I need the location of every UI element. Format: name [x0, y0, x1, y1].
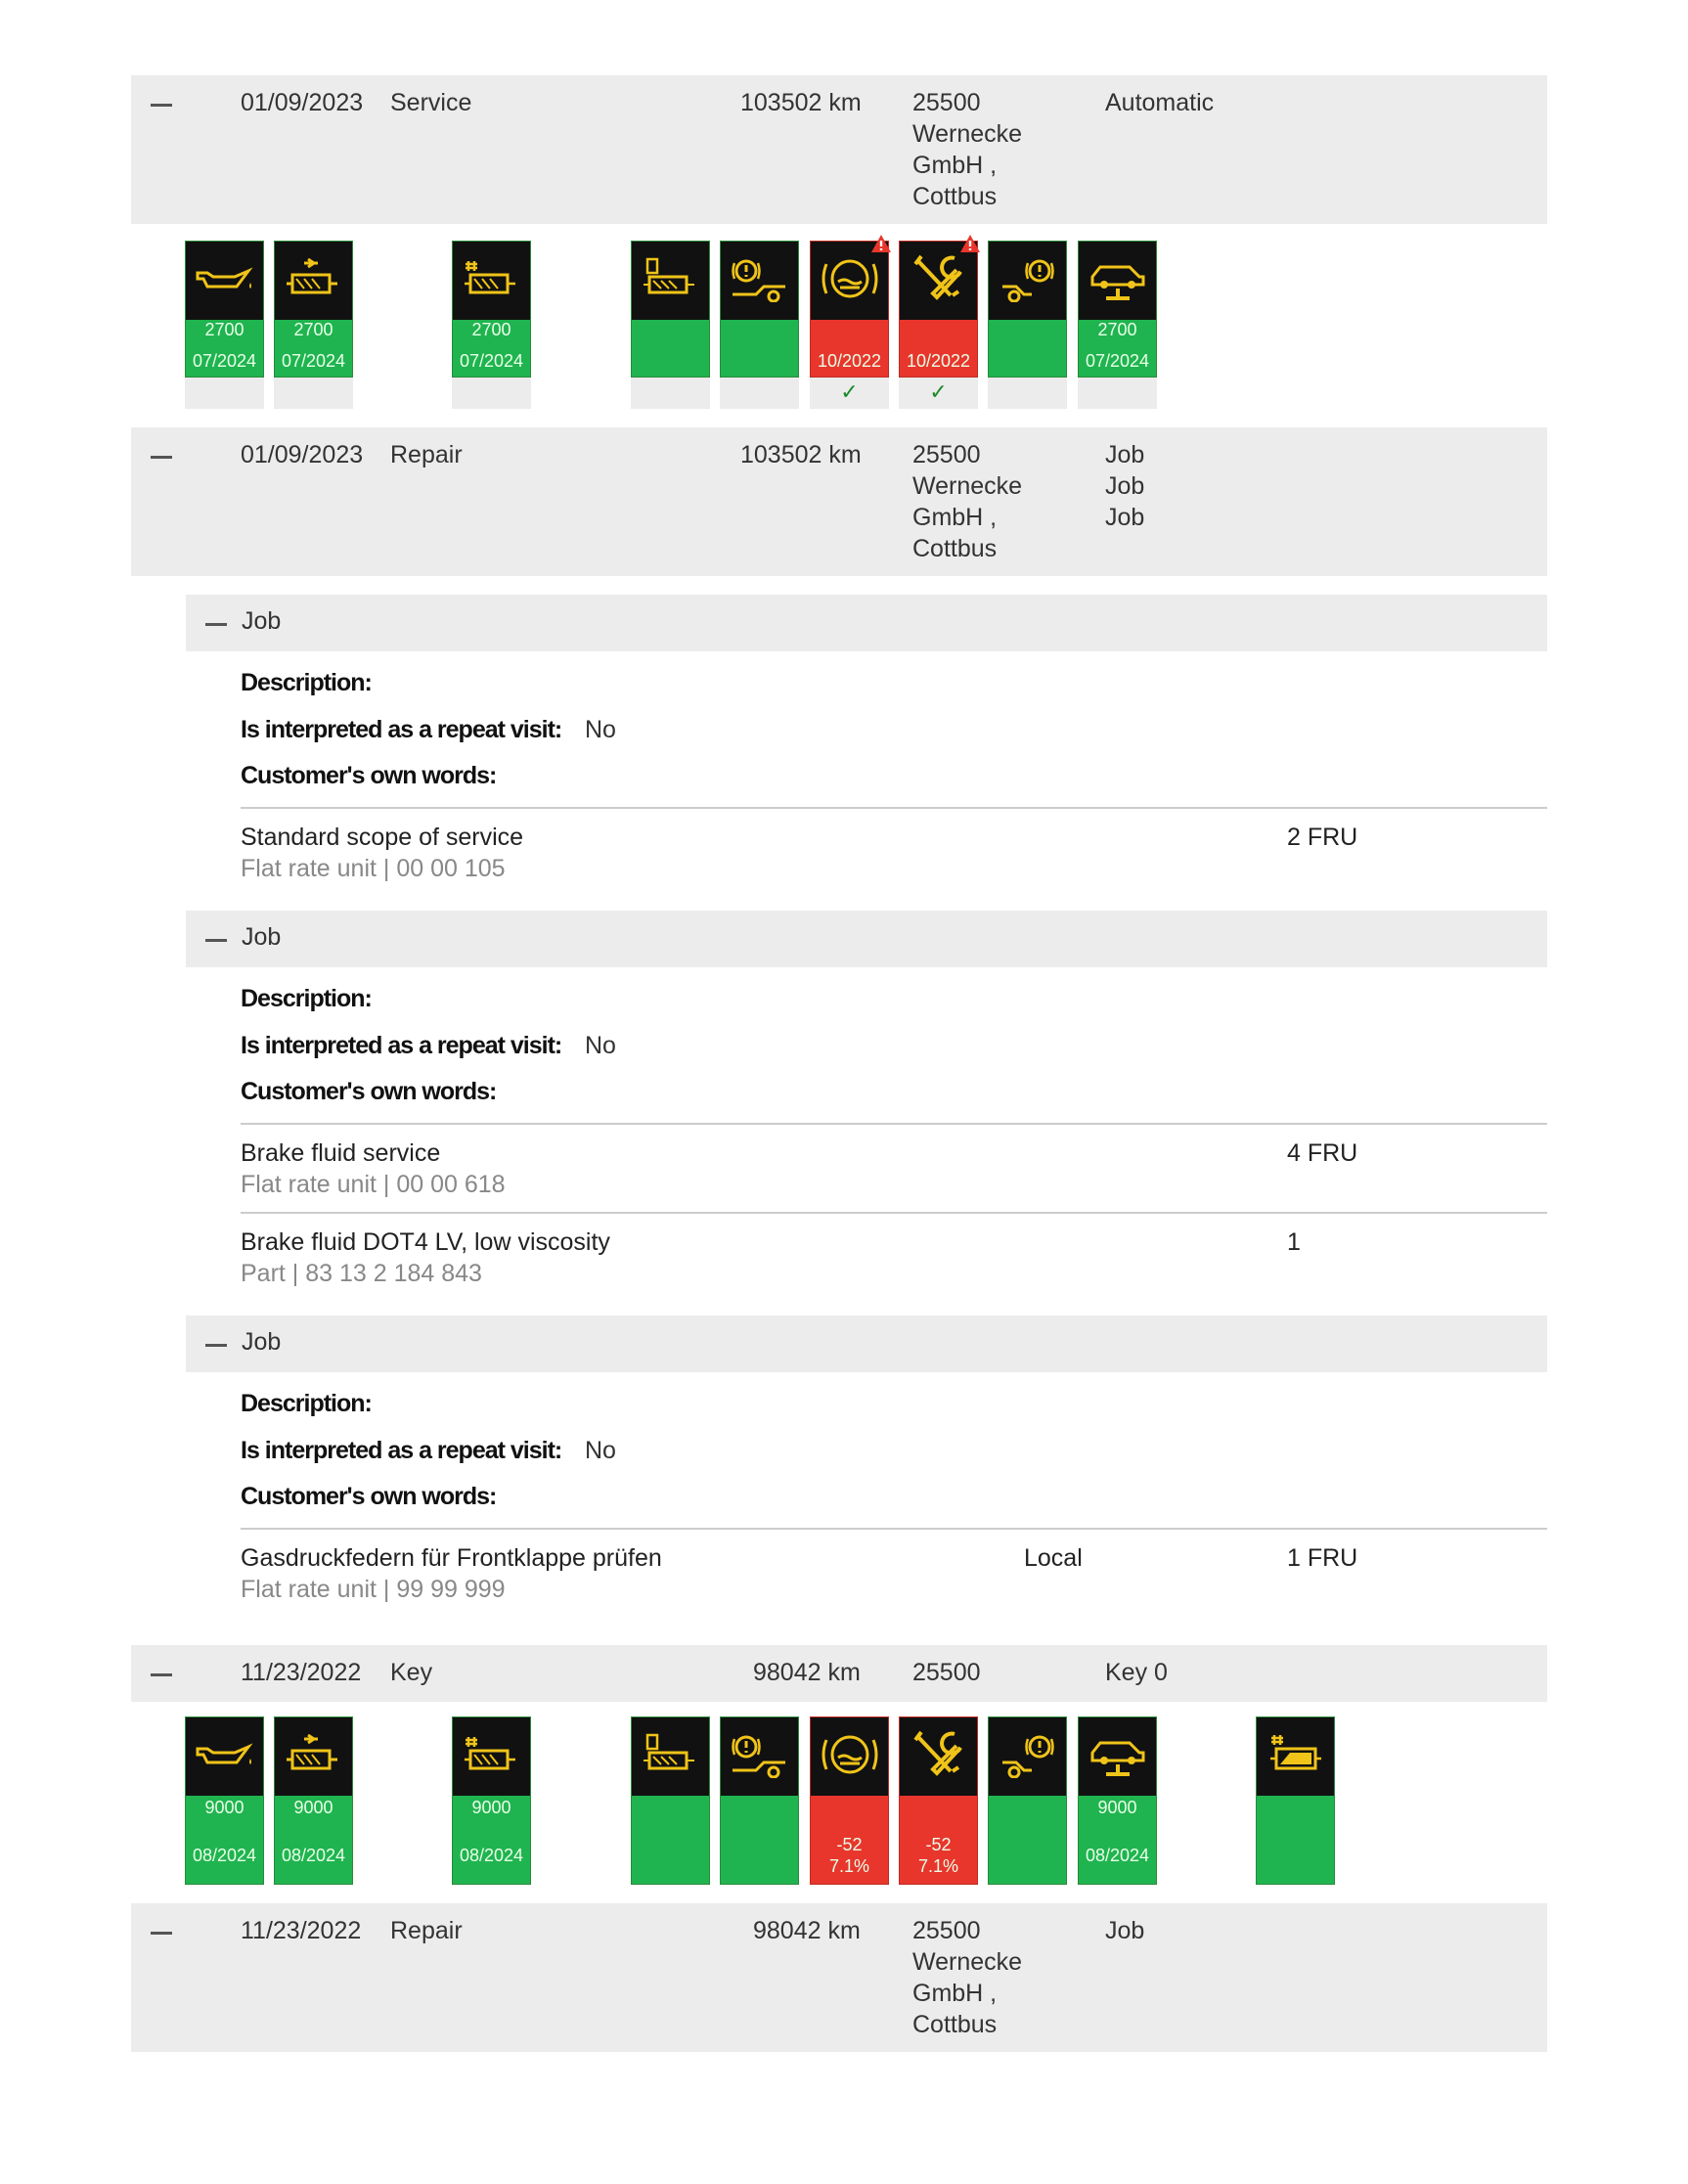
job-item-code: Part | 83 13 2 184 843	[241, 1260, 482, 1287]
divider	[241, 1528, 1547, 1530]
record-extra: Automatic	[1105, 89, 1215, 116]
job-item-qty: 1	[1287, 1228, 1301, 1256]
tile-date: 07/2024	[459, 351, 524, 371]
job-header[interactable]	[186, 595, 1547, 651]
service-tile-fuel-filter	[631, 241, 710, 378]
tile-mileage: 9000	[1097, 1798, 1137, 1817]
record-row[interactable]	[131, 1903, 1547, 2052]
repeat-visit-value: No	[585, 1437, 616, 1464]
rear-brake-icon	[997, 1731, 1059, 1783]
job-item-code: Flat rate unit | 00 00 105	[241, 855, 506, 882]
tile-footer	[1078, 378, 1157, 409]
diesel-filter-icon	[461, 1733, 523, 1781]
divider	[241, 807, 1547, 809]
service-tile-vehicle-check	[899, 1716, 978, 1885]
record-dealer: 25500	[912, 1659, 981, 1686]
tile-footer	[274, 378, 353, 409]
customer-words-label: Customer's own words:	[241, 1078, 497, 1105]
record-row[interactable]	[131, 1645, 1547, 1702]
engine-oil-icon	[194, 1735, 256, 1779]
tile-date: 08/2024	[281, 1846, 346, 1865]
tile-footer	[720, 378, 799, 409]
job-item-qty: 4 FRU	[1287, 1139, 1358, 1167]
brake-fluid-icon	[819, 1728, 881, 1786]
record-km: 98042 km	[753, 1659, 861, 1686]
job-header[interactable]	[186, 1315, 1547, 1372]
service-tile-battery-filter	[1256, 1716, 1335, 1885]
job-item-qty: 2 FRU	[1287, 824, 1358, 851]
job-item-code: Flat rate unit | 99 99 999	[241, 1576, 506, 1603]
fuel-filter-icon	[640, 1733, 702, 1781]
vehicle-lift-icon	[1087, 1731, 1149, 1783]
repeat-visit-label: Is interpreted as a repeat visit:	[241, 1437, 562, 1464]
job-header[interactable]	[186, 911, 1547, 967]
vehicle-check-icon	[908, 252, 970, 310]
tile-footer	[988, 378, 1067, 409]
tile-date: 08/2024	[192, 1846, 257, 1865]
tile-footer	[631, 378, 710, 409]
service-tile-diesel-filter	[452, 1716, 531, 1885]
record-date: 11/23/2022	[241, 1659, 362, 1686]
tile-mileage: 2700	[204, 320, 244, 339]
job-label: Job	[242, 923, 282, 951]
tile-footer	[185, 378, 264, 409]
service-tile-vehicle-lift	[1078, 241, 1157, 378]
tile-mileage: 9000	[471, 1798, 511, 1817]
tile-mileage: 2700	[1097, 320, 1137, 339]
check-icon: ✓	[929, 379, 948, 404]
front-brake-icon	[729, 255, 791, 307]
tile-mileage: 9000	[293, 1798, 333, 1817]
job-item-location: Local	[1024, 1544, 1083, 1572]
tile-footer	[452, 378, 531, 409]
customer-words-label: Customer's own words:	[241, 1483, 497, 1510]
tile-date: 08/2024	[1085, 1846, 1150, 1865]
service-tile-brake-fluid	[810, 241, 889, 404]
collapse-icon[interactable]	[151, 104, 172, 107]
vehicle-check-icon	[908, 1728, 970, 1786]
service-tile-brake-fluid	[810, 1716, 889, 1885]
collapse-icon[interactable]	[205, 623, 227, 626]
record-row[interactable]	[131, 427, 1547, 576]
job-item-name: Brake fluid service	[241, 1139, 441, 1167]
record-km: 103502 km	[740, 441, 862, 468]
tile-mileage: 2700	[471, 320, 511, 339]
job-item-name: Standard scope of service	[241, 824, 524, 851]
record-dealer: 25500 Wernecke GmbH , Cottbus	[912, 1917, 1023, 2038]
tile-date: 07/2024	[1085, 351, 1150, 371]
collapse-icon[interactable]	[151, 456, 172, 459]
engine-oil-icon	[194, 259, 256, 303]
record-type: Repair	[390, 1917, 463, 1944]
tile-mileage: 2700	[293, 320, 333, 339]
service-tile-diesel-filter	[452, 241, 531, 378]
service-tile-particle-filter	[274, 241, 353, 378]
service-tile-front-brake	[720, 241, 799, 378]
service-tile-engine-oil	[185, 1716, 264, 1885]
tile-percent: 7.1%	[828, 1856, 870, 1876]
job-item-name: Gasdruckfedern für Frontklappe prüfen	[241, 1544, 662, 1572]
service-tile-rear-brake	[988, 1716, 1067, 1885]
rear-brake-icon	[997, 255, 1059, 307]
tile-date: 10/2022	[817, 351, 882, 371]
tile-date: 08/2024	[459, 1846, 524, 1865]
description-label: Description:	[241, 985, 372, 1012]
record-km: 98042 km	[753, 1917, 861, 1944]
tile-percent: 7.1%	[917, 1856, 959, 1876]
tile-date: 07/2024	[281, 351, 346, 371]
service-tile-rear-brake	[988, 241, 1067, 378]
divider	[241, 1123, 1547, 1125]
tile-date: -52	[925, 1835, 952, 1854]
customer-words-label: Customer's own words:	[241, 762, 497, 789]
record-km: 103502 km	[740, 89, 862, 116]
service-tile-fuel-filter	[631, 1716, 710, 1885]
job-label: Job	[242, 1328, 282, 1356]
repeat-visit-value: No	[585, 716, 616, 743]
battery-filter-icon	[1265, 1733, 1327, 1781]
divider	[241, 1212, 1547, 1214]
collapse-icon[interactable]	[151, 1673, 172, 1676]
particle-filter-icon	[283, 257, 345, 305]
record-date: 01/09/2023	[241, 441, 364, 468]
record-type: Service	[390, 89, 472, 116]
front-brake-icon	[729, 1731, 791, 1783]
service-tile-vehicle-lift	[1078, 1716, 1157, 1885]
job-item-qty: 1 FRU	[1287, 1544, 1358, 1572]
service-tile-particle-filter	[274, 1716, 353, 1885]
tile-date: -52	[836, 1835, 863, 1854]
repeat-visit-value: No	[585, 1032, 616, 1059]
description-label: Description:	[241, 669, 372, 696]
description-label: Description:	[241, 1390, 372, 1417]
tile-date: 10/2022	[906, 351, 971, 371]
record-type: Key	[390, 1659, 433, 1686]
record-extra: Job Job Job	[1105, 441, 1145, 531]
diesel-filter-icon	[461, 257, 523, 305]
vehicle-lift-icon	[1087, 255, 1149, 307]
record-row[interactable]	[131, 75, 1547, 224]
service-tile-front-brake	[720, 1716, 799, 1885]
record-dealer: 25500 Wernecke GmbH , Cottbus	[912, 89, 1023, 210]
record-date: 01/09/2023	[241, 89, 364, 116]
brake-fluid-icon	[819, 252, 881, 310]
tile-date: 07/2024	[192, 351, 257, 371]
job-item-name: Brake fluid DOT4 LV, low viscosity	[241, 1228, 610, 1256]
service-tile-vehicle-check	[899, 241, 978, 404]
repeat-visit-label: Is interpreted as a repeat visit:	[241, 1032, 562, 1059]
repeat-visit-label: Is interpreted as a repeat visit:	[241, 716, 562, 743]
record-extra: Key 0	[1105, 1659, 1168, 1686]
record-dealer: 25500 Wernecke GmbH , Cottbus	[912, 441, 1023, 562]
record-date: 11/23/2022	[241, 1917, 362, 1944]
record-extra: Job	[1105, 1917, 1145, 1944]
collapse-icon[interactable]	[151, 1932, 172, 1935]
particle-filter-icon	[283, 1733, 345, 1781]
service-tile-engine-oil	[185, 241, 264, 378]
check-icon: ✓	[840, 379, 859, 404]
job-label: Job	[242, 607, 282, 635]
record-type: Repair	[390, 441, 463, 468]
tile-mileage: 9000	[204, 1798, 244, 1817]
fuel-filter-icon	[640, 257, 702, 305]
job-item-code: Flat rate unit | 00 00 618	[241, 1171, 506, 1198]
collapse-icon[interactable]	[205, 1344, 227, 1347]
collapse-icon[interactable]	[205, 939, 227, 942]
